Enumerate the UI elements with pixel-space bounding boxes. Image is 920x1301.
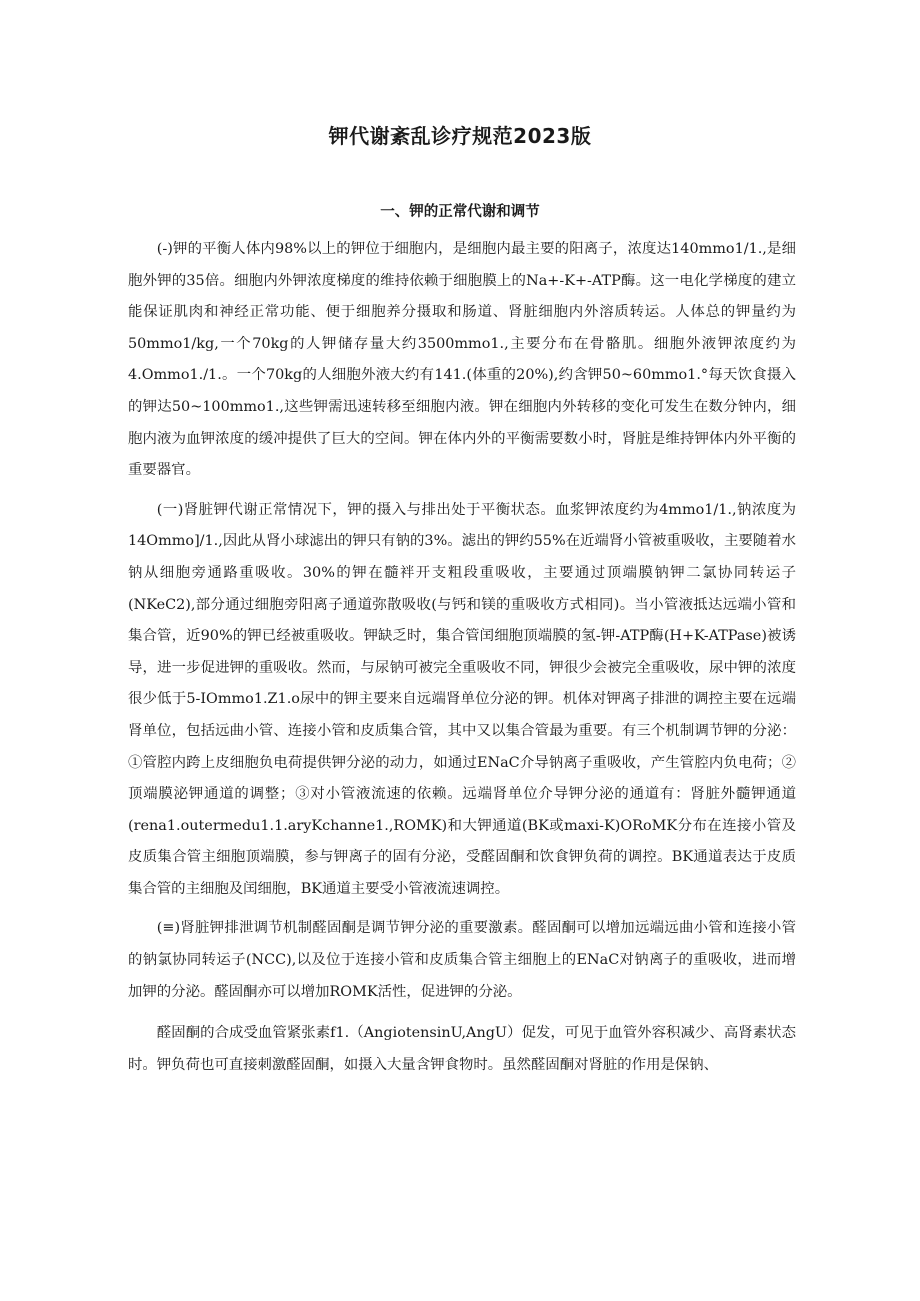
paragraph-renal-excretion-regulation: (≡)肾脏钾排泄调节机制醛固酮是调节钾分泌的重要激素。醛固酮可以增加远端远曲小管和连接小管的钠氯协同转运子(NCC),以及位于连接小管和皮质集合管主细胞上的ENaC对钠离子的重吸收，进而增加钾的分泌。醛固酮亦可以增加ROMK活性，促进钾的分泌。: [128, 920, 796, 1000]
document-body: [128, 234, 796, 1081]
document-title: 钾代谢紊乱诊疗规范2023版: [328, 124, 592, 148]
section-heading: 一、钾的正常代谢和调节: [380, 203, 540, 220]
paragraph-aldosterone-synthesis: 醛固酮的合成受血管紧张素f1.（AngiotensinU,AngU）促发，可见于血管外容积减少、高肾素状态时。钾负荷也可直接刺激醛固酮，如摄入大量含钾食物时。虽然醛固酮对肾脏的作用是保钠、: [128, 1025, 796, 1073]
paragraph-renal-potassium-metabolism: (一)肾脏钾代谢正常情况下，钾的摄入与排出处于平衡状态。血浆钾浓度约为4mmo1∕1.,钠浓度为14Ommo]/1.,因此从肾小球滤出的钾只有钠的3%。滤出的钾约55%在近端肾小管被重吸收，主要随着水钠从细胞旁通路重吸收。30%的钾在髓袢开支粗段重吸收，主要通过顶端膜钠钾二氯协同转运子(NKeC2),部分通过细胞旁阳离子通道弥散吸收(与钙和镁的重吸收方式相同)。当小管液抵达远端小管和集合管，近90%的钾已经被重吸收。钾缺乏时，集合管闰细胞顶端膜的氢-钾-ATP酶(H+K-ATPase)被诱导，进一步促进钾的重吸收。然而，与尿钠可被完全重吸收不同，钾很少会被完全重吸收，尿中钾的浓度很少低于5-IOmmo1.Z1.o尿中的钾主要来自远端肾单位分泌的钾。机体对钾离子排泄的调控主要在远端肾单位，包括远曲小管、连接小管和皮质集合管，其中又以集合管最为重要。有三个机制调节钾的分泌：①管腔内跨上皮细胞负电荷提供钾分泌的动力，如通过ENaC介导钠离子重吸收，产生管腔内负电荷；②顶端膜泌钾通道的调整；③对小管液流速的依赖。远端肾单位介导钾分泌的通道有：肾脏外髓钾通道(rena1.outermedu1.1.aryKchanne1.,ROMK)和大钾通道(BK或maxi-K)ORoMK分布在连接小管及皮质集合管主细胞顶端膜，参与钾离子的固有分泌，受醛固酮和饮食钾负荷的调控。BK通道表达于皮质集合管的主细胞及闰细胞，BK通道主要受小管液流速调控。: [128, 501, 796, 897]
paragraph-potassium-balance: (-)钾的平衡人体内98%以上的钾位于细胞内，是细胞内最主要的阳离子，浓度达140mmo1∕1.,是细胞外钾的35倍。细胞内外钾浓度梯度的维持依赖于细胞膜上的Na+-K+-ATP酶。这一电化学梯度的建立能保证肌肉和神经正常功能、便于细胞养分摄取和肠道、肾脏细胞内外溶质转运。人体总的钾量约为50mmo1∕kg,一个70kg的人钾储存量大约3500mmo1.,主要分布在骨骼肌。细胞外液钾浓度约为4.Ommo1./1.。一个70kg的人细胞外液大约有141.(体重的20%),约含钾50~60mmo1.°每天饮食摄入的钾达50~100mmo1.,这些钾需迅速转移至细胞内液。钾在细胞内外转移的变化可发生在数分钟内，细胞内液为血钾浓度的缓冲提供了巨大的空间。钾在体内外的平衡需要数小时，肾脏是维持钾体内外平衡的重要器官。: [128, 241, 796, 479]
